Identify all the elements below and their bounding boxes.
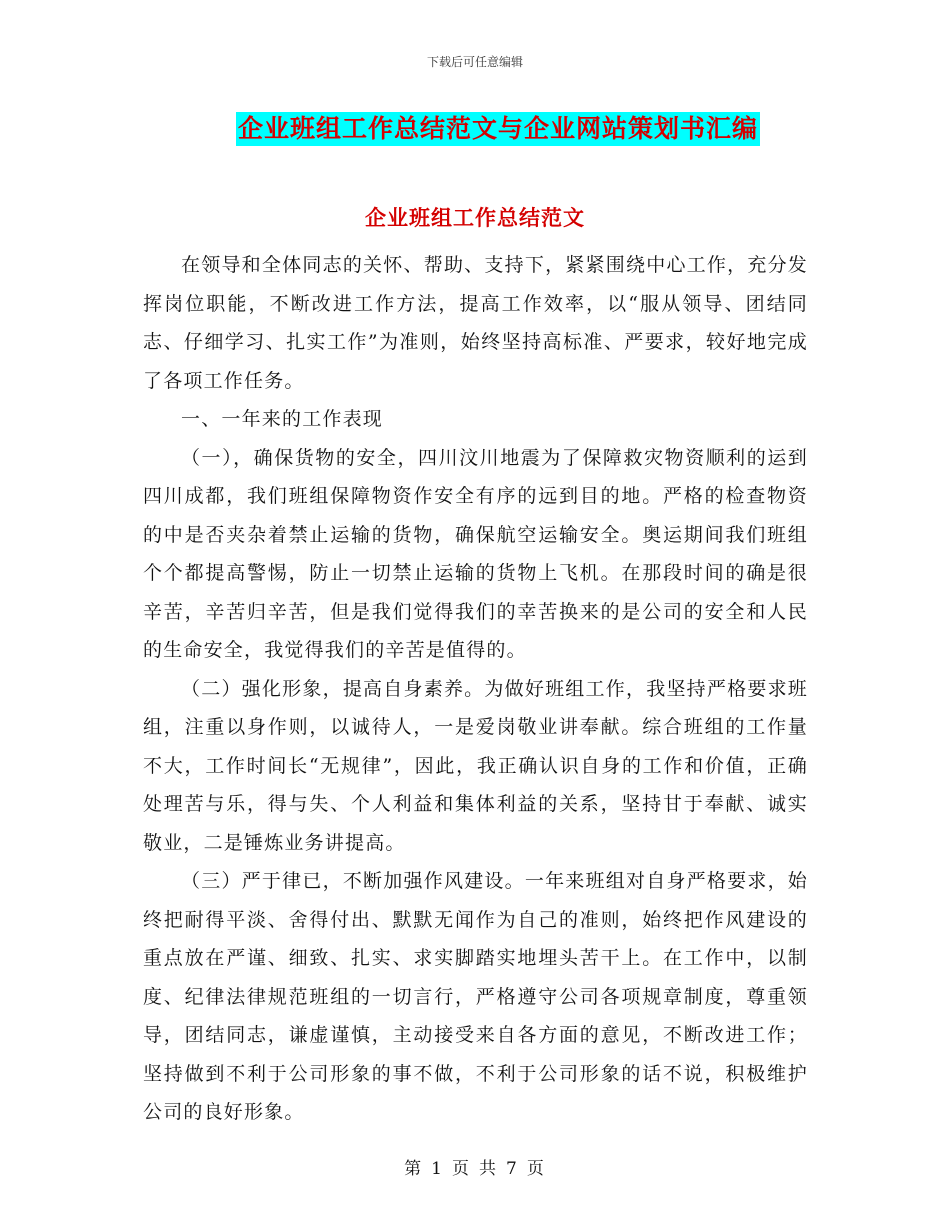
paragraph: （二）强化形象，提高自身素养。为做好班组工作，我坚持严格要求班组，注重以身作则，以诚待人，一是爱岗敬业讲奉献。综合班组的工作量不大，工作时间长“无规律”，因此，我正确认识自身的工作和价值，正确处理苦与乐，得与失、个人利益和集体利益的关系，坚持甘于奉献、诚实敬业，二是锤炼业务讲提高。 bbox=[143, 677, 808, 854]
paragraph: 一、一年来的工作表现 bbox=[181, 408, 384, 430]
page-header-note: 下载后可任意编辑 bbox=[426, 55, 523, 69]
total-suffix: 页 bbox=[526, 1159, 546, 1179]
document-body bbox=[143, 246, 808, 1132]
page-footer bbox=[0, 1154, 950, 1179]
document-title: 企业班组工作总结范文与企业网站策划书汇编 bbox=[236, 112, 760, 146]
paragraph: （三）严于律已，不断加强作风建设。一年来班组对自身严格要求，始终把耐得平淡、舍得付出、默默无闻作为自己的准则，始终把作风建设的重点放在严谨、细致、扎实、求实脚踏实地埋头苦干上。在工作中，以制度、纪律法律规范班组的一切言行，严格遵守公司各项规章制度，尊重领导，团结同志，谦虚谨慎，主动接受来自各方面的意见，不断改进工作；坚持做到不利于公司形象的事不做，不利于公司形象的话不说，积极维护公司的良好形象。 bbox=[143, 870, 808, 1123]
paragraph: 在领导和全体同志的关怀、帮助、支持下，紧紧围绕中心工作，充分发挥岗位职能，不断改进工作方法，提高工作效率，以“服从领导、团结同志、仔细学习、扎实工作”为准则，始终坚持高标准、严要求，较好地完成了各项工作任务。 bbox=[143, 254, 808, 392]
total-pages: 7 bbox=[506, 1159, 519, 1179]
page-label-mid: 页 bbox=[452, 1159, 471, 1179]
document-title-container bbox=[0, 112, 950, 146]
total-prefix: 共 bbox=[479, 1159, 498, 1179]
page-label-prefix: 第 bbox=[404, 1159, 424, 1179]
page-number: 1 bbox=[431, 1159, 444, 1179]
paragraph: （一），确保货物的安全，四川汶川地震为了保障救灾物资顺利的运到四川成都，我们班组保障物资作安全有序的远到目的地。严格的检查物资的中是否夹杂着禁止运输的货物，确保航空运输安全。奥运期间我们班组个个都提高警惕，防止一切禁止运输的货物上飞机。在那段时间的确是很辛苦，辛苦归辛苦，但是我们觉得我们的幸苦换来的是公司的安全和人民的生命安全，我觉得我们的辛苦是值得的。 bbox=[143, 446, 808, 661]
section-title: 企业班组工作总结范文 bbox=[365, 205, 585, 230]
